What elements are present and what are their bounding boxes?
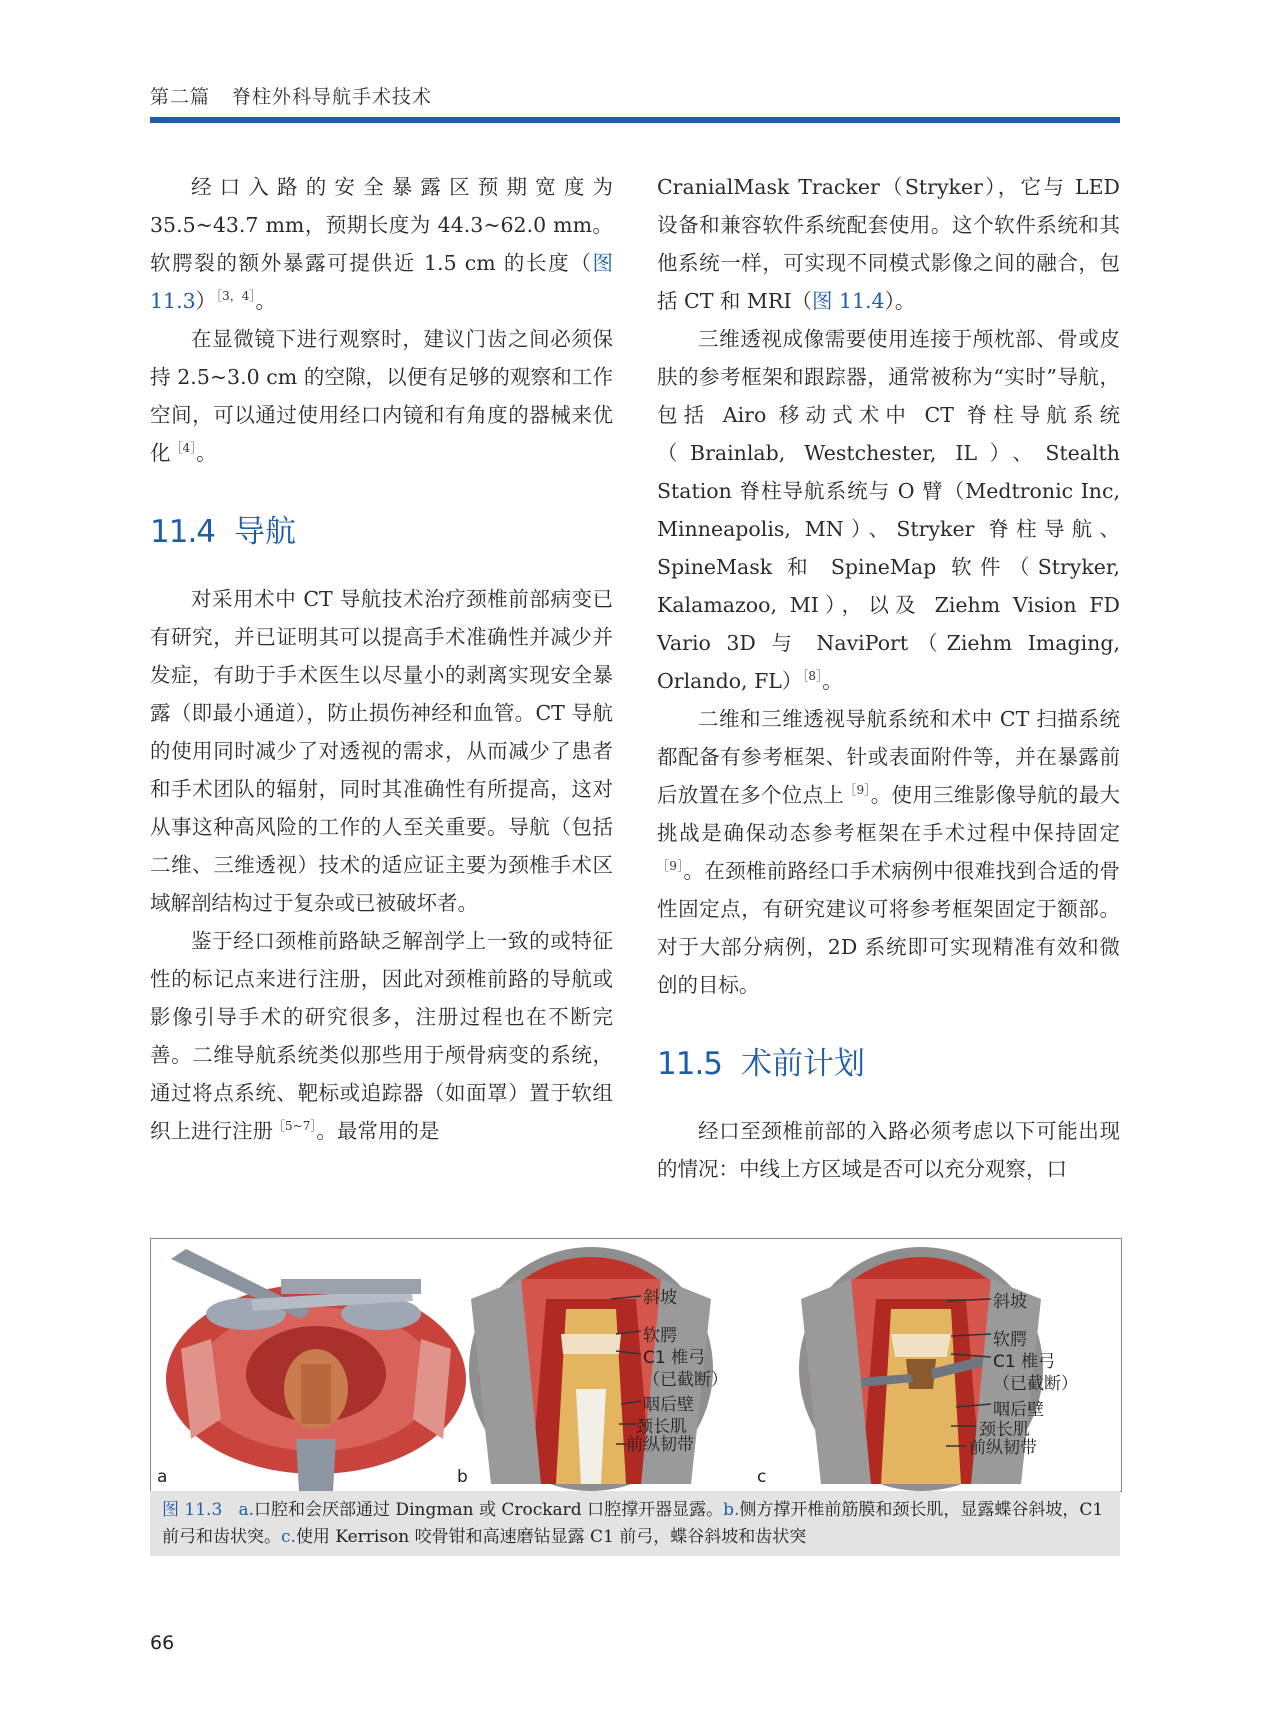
label-longus-colli: 颈长肌 [636, 1417, 687, 1437]
caption-tag: a. [238, 1500, 255, 1520]
citation: ［3，4］ [216, 289, 256, 304]
caption-figure-label: 图 11.3 [162, 1500, 223, 1520]
paragraph: 对采用术中 CT 导航技术治疗颈椎前部病变已有研究，并已证明其可以提高手术准确性并减少并发症，有助于手术医生以尽量小的剥离实现安全暴露（即最小通道），防止损伤神经和血管。CT 导航的使用同时减少了对透视的需求，从而减少了患者和手术团队的辐射，同时其准确性有所提高，这对从事这种高风险的工作的人至关重要。导航（包括二维、三维透视）技术的适应证主要为颈椎手术区域解剖结构过于复杂或已被破坏者。 [150, 587, 613, 915]
label-pharynx-wall: 咽后壁 [643, 1395, 694, 1415]
paragraph: 二维和三维透视导航系统和术中 CT 扫描系统都配备有参考框架、针或表面附件等，并在暴露前后放置在多个位点上$^{[9]}$。使用三维影像导航的最大挑战是确保动态参考框架在手术过程中保持固定$^{[9]}$。在颈椎前路经口手术病例中很难找到合适的骨性固定点，有研究建议可将参考框架固定于额部。对于大部分病例，2D 系统即可实现精准有效和微创的目标。 [657, 707, 1120, 997]
section-number: 11.4 [150, 514, 216, 550]
caption-tag: c. [281, 1527, 296, 1547]
header-rule [150, 117, 1120, 123]
label-cut: （已截断） [993, 1374, 1078, 1394]
label-c1-arch: C1 椎弓 [993, 1352, 1056, 1372]
section-heading [150, 512, 613, 552]
running-header [150, 82, 432, 109]
label-ligament: 前纵韧带 [969, 1438, 1037, 1458]
citation: ［5~7］ [273, 1119, 317, 1134]
panel-letter: c [757, 1467, 767, 1487]
label-ligament: 前纵韧带 [626, 1435, 694, 1455]
section-title: 导航 [234, 514, 296, 550]
figure-panel-a [151, 1239, 471, 1491]
label-clivus: 斜坡 [993, 1292, 1027, 1312]
citation: ［4］ [170, 441, 197, 456]
figure-caption: 图 11.3 a.口腔和会厌部通过 Dingman 或 Crockard 口腔撑开器显露。b.侧方撑开椎前筋膜和颈长肌，显露蝶谷斜坡，C1 前弓和齿状突。c.使用 Kerrison 咬骨钳和高速磨钻显露 C1 前弓，蝶谷斜坡和齿状突 [150, 1491, 1120, 1556]
paragraph: 鉴于经口颈椎前路缺乏解剖学上一致的或特征性的标记点来进行注册，因此对颈椎前路的导航或影像引导手术的研究很多，注册过程也在不断完善。二维导航系统类似那些用于颅骨病变的系统，通过将点系统、靶标或追踪器（如面罩）置于软组织上进行注册$^{[5\sim 7]}$。最常用的是 [150, 929, 613, 1143]
label-longus-colli: 颈长肌 [979, 1420, 1030, 1440]
citation: ［8］ [802, 669, 823, 684]
label-cut: （已截断） [643, 1370, 728, 1390]
label-soft-palate: 软腭 [993, 1330, 1027, 1350]
citation: ［9］ [844, 783, 871, 798]
page-number: 66 [150, 1632, 175, 1654]
header-title: 脊柱外科导航手术技术 [232, 86, 433, 108]
paragraph: 在显微镜下进行观察时，建议门齿之间必须保持 2.5~3.0 cm 的空隙，以便有足够的观察和工作空间，可以通过使用经口内镜和有角度的器械来优化$^{[4]}$。 [150, 327, 613, 465]
caption-tag: b. [723, 1500, 740, 1520]
paragraph: 三维透视成像需要使用连接于颅枕部、骨或皮肤的参考框架和跟踪器，通常被称为“实时”导航，包括 Airo 移动式术中 CT 脊柱导航系统（Brainlab, Westchester, IL）、Stealth Station 脊柱导航系统与 O 臂（Medtronic Inc, Minneapolis, MN）、Stryker 脊柱导航、SpineMask 和 SpineMap 软件（Stryker, Kalamazoo, MI），以及 Ziehm Vision FD Vario 3D 与 NaviPort（Ziehm Imaging, Orlando, FL）$^{[8]}$。 [657, 327, 1120, 693]
label-soft-palate: 软腭 [643, 1326, 677, 1346]
right-column [657, 168, 1120, 1188]
figure-11-3 [150, 1238, 1122, 1492]
label-clivus: 斜坡 [643, 1288, 677, 1308]
figure-link[interactable]: 图 11.4 [811, 289, 885, 313]
panel-c-illustration [751, 1239, 1121, 1491]
figure-panel-b [451, 1239, 771, 1491]
paragraph: 经口至颈椎前部的入路必须考虑以下可能出现的情况：中线上方区域是否可以充分观察，口 [657, 1119, 1120, 1181]
header-part: 第二篇 [150, 86, 211, 108]
paragraph: CranialMask Tracker（Stryker），它与 LED 设备和兼容软件系统配套使用。这个软件系统和其他系统一样，可实现不同模式影像之间的融合，包括 CT 和 MRI（图 11.4）。 [657, 175, 1120, 313]
left-column [150, 168, 613, 1150]
panel-letter: a [157, 1467, 168, 1487]
section-heading [657, 1044, 1120, 1084]
figure-link[interactable]: 图 11.3 [150, 251, 613, 313]
label-c1-arch: C1 椎弓 [643, 1348, 706, 1368]
label-pharynx-wall: 咽后壁 [993, 1400, 1044, 1420]
section-title: 术前计划 [741, 1046, 865, 1082]
section-number: 11.5 [657, 1046, 723, 1082]
figure-panel-c [751, 1239, 1121, 1491]
citation: ［9］ [657, 859, 684, 874]
paragraph: 经口入路的安全暴露区预期宽度为 35.5~43.7 mm，预期长度为 44.3~62.0 mm。软腭裂的额外暴露可提供近 1.5 cm 的长度（图 11.3）$^{[3,4]}$。 [150, 175, 613, 313]
panel-a-illustration [151, 1239, 471, 1491]
panel-letter: b [457, 1467, 468, 1487]
